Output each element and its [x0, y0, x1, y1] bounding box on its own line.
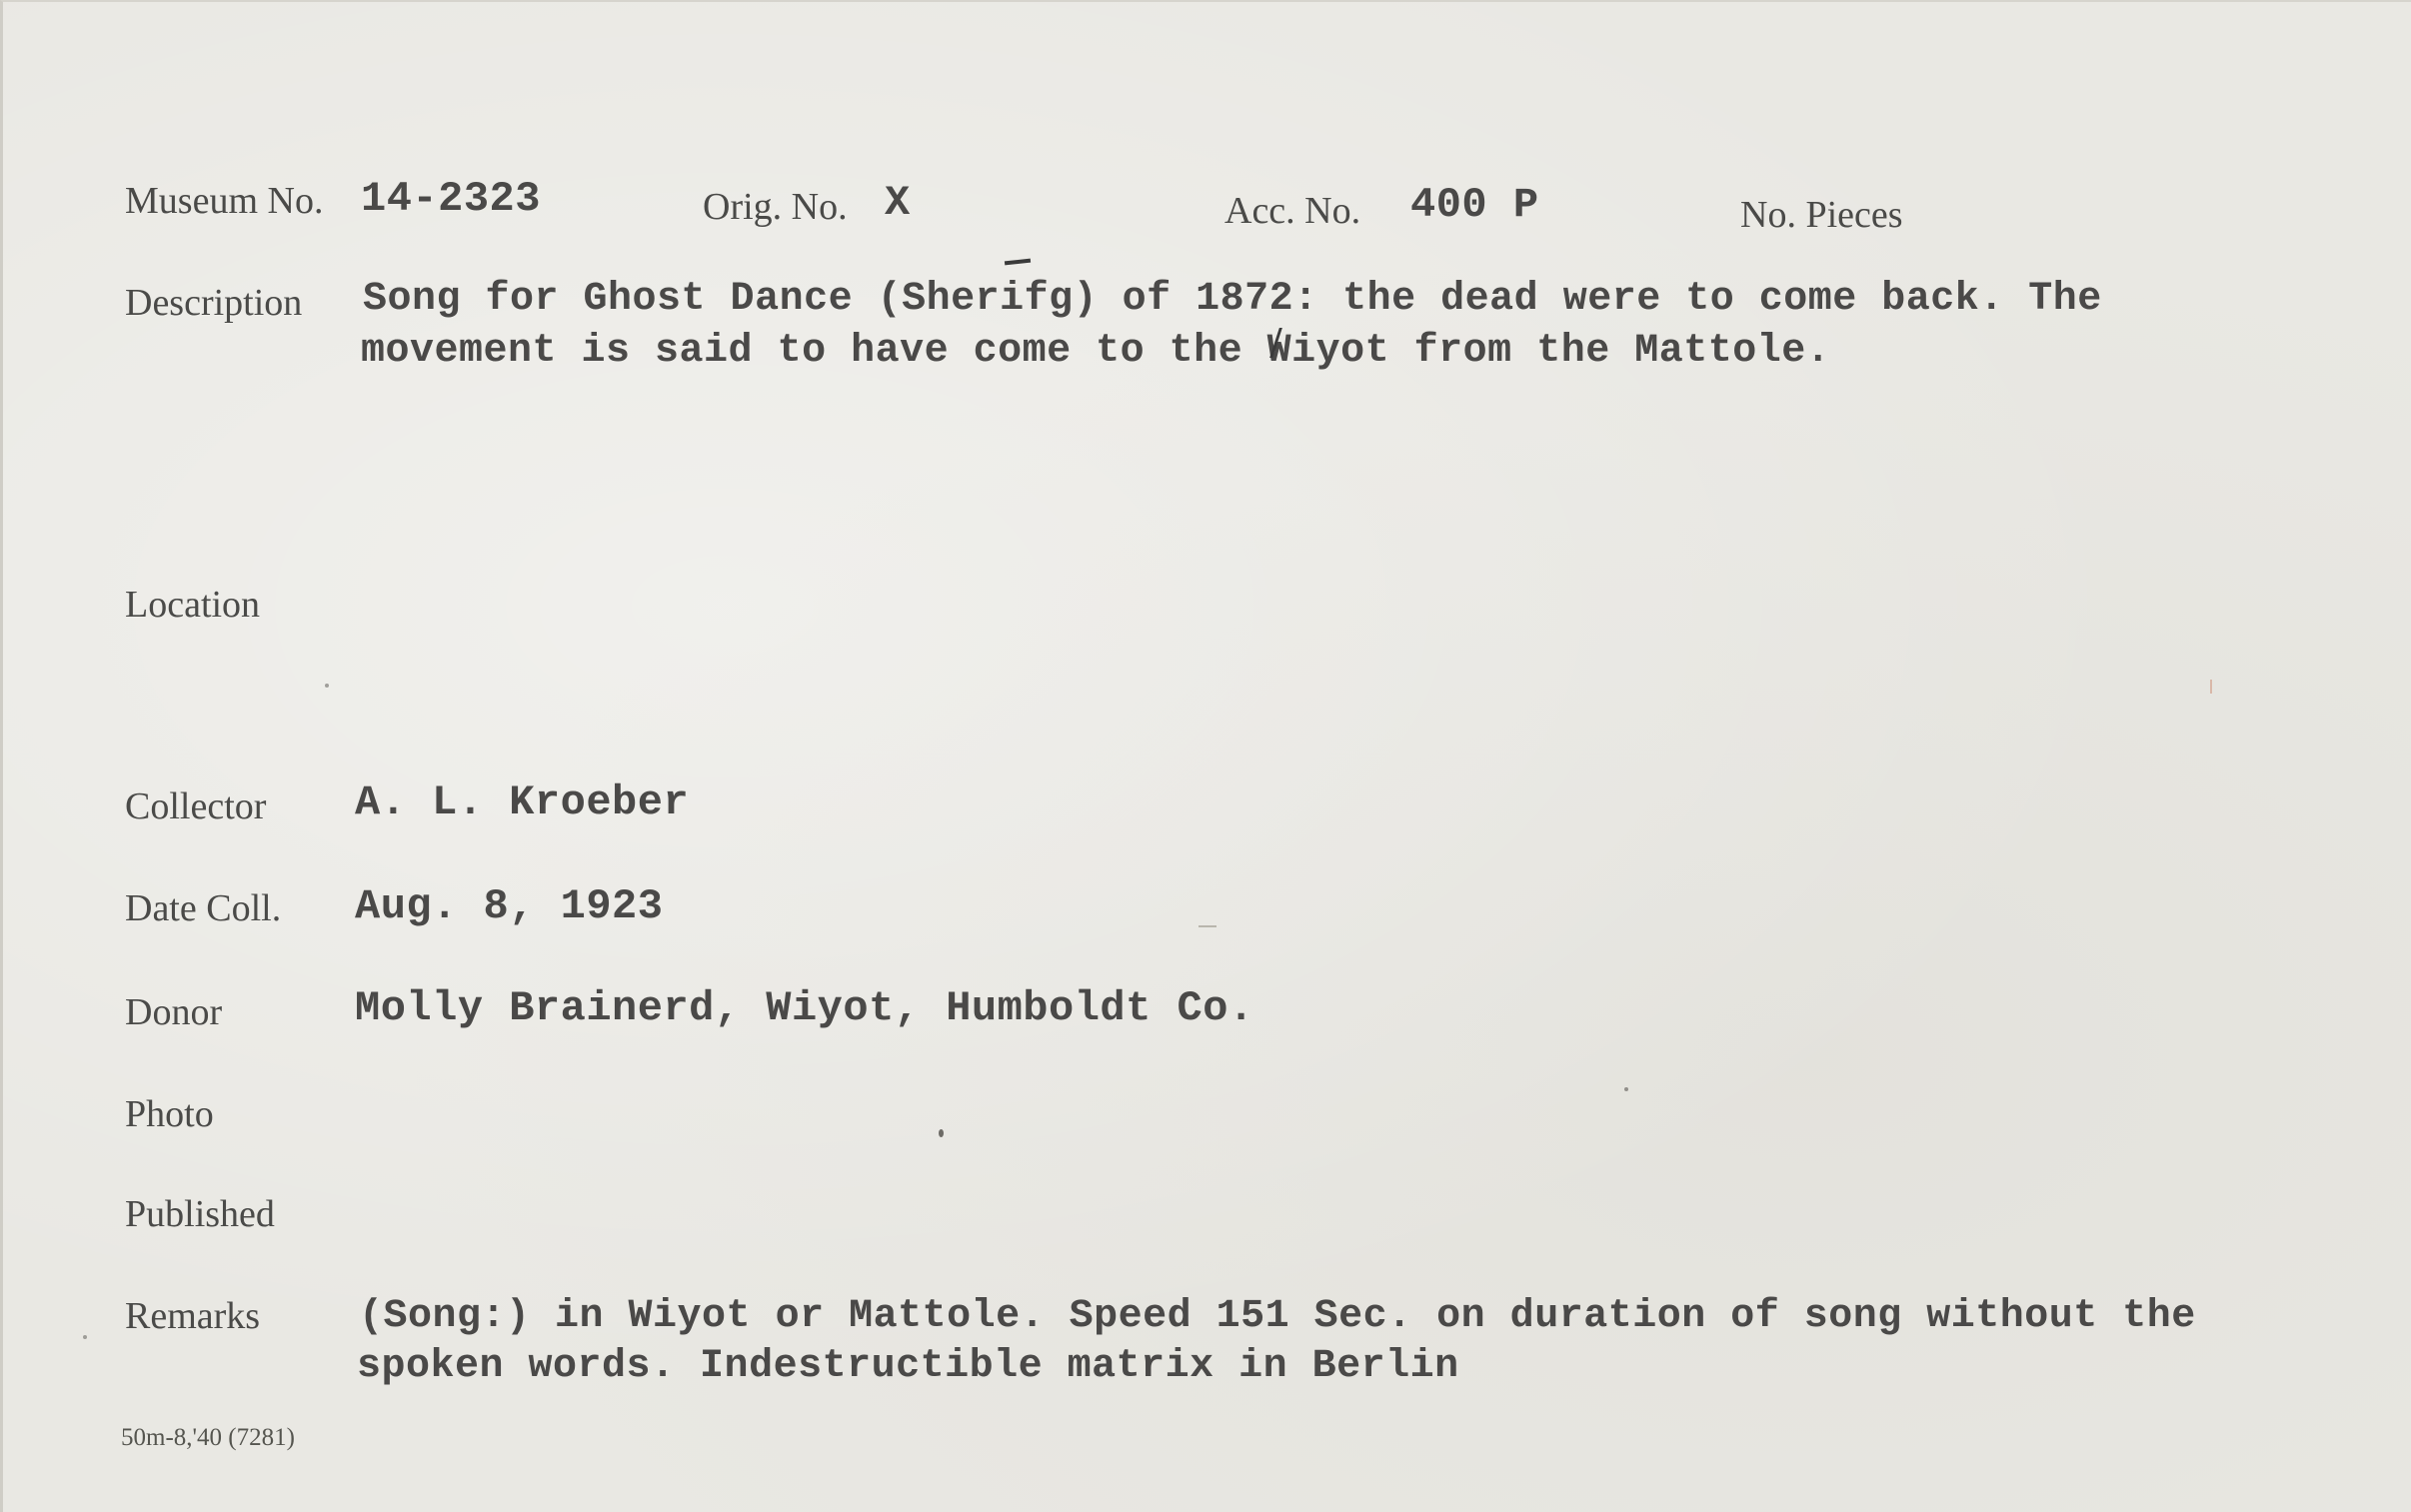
remarks-label: Remarks [125, 1295, 261, 1337]
description-label: Description [125, 282, 303, 324]
ink-speck [1624, 1087, 1628, 1091]
description-line-2: movement is said to have come to the Wiyot from the Mattole. [361, 329, 1831, 374]
description-line-1: Song for Ghost Dance (Sherifg) of 1872: the dead were to come back. The [363, 277, 2102, 322]
no-pieces-label: No. Pieces [1740, 194, 1903, 236]
published-label: Published [125, 1193, 275, 1235]
orig-no-label: Orig. No. [703, 186, 848, 228]
ink-speck [939, 1129, 944, 1137]
date-coll-value: Aug. 8, 1923 [355, 882, 664, 930]
ink-speck [325, 684, 329, 688]
collector-value: A. L. Kroeber [355, 778, 690, 826]
photo-label: Photo [125, 1093, 214, 1135]
donor-value: Molly Brainerd, Wiyot, Humboldt Co. [355, 984, 1254, 1032]
remarks-line-1: (Song:) in Wiyot or Mattole. Speed 151 Sec. on duration of song without the [359, 1294, 2196, 1339]
remarks-line-2: spoken words. Indestructible matrix in Berlin [357, 1344, 1459, 1389]
acc-no-value: 400 P [1410, 181, 1539, 229]
handwritten-macron-mark [1005, 259, 1031, 266]
collector-label: Collector [125, 785, 267, 827]
date-coll-label: Date Coll. [125, 887, 282, 929]
acc-no-label: Acc. No. [1224, 190, 1361, 232]
ink-speck [83, 1335, 87, 1339]
museum-no-label: Museum No. [125, 180, 324, 222]
pencil-dash-mark [2210, 680, 2212, 694]
location-label: Location [125, 584, 261, 626]
footer-print-code: 50m-8,'40 (7281) [121, 1424, 295, 1451]
pencil-dash-mark [1199, 925, 1216, 927]
orig-no-value: X [885, 179, 911, 227]
museum-no-value: 14-2323 [361, 175, 541, 223]
donor-label: Donor [125, 991, 223, 1033]
